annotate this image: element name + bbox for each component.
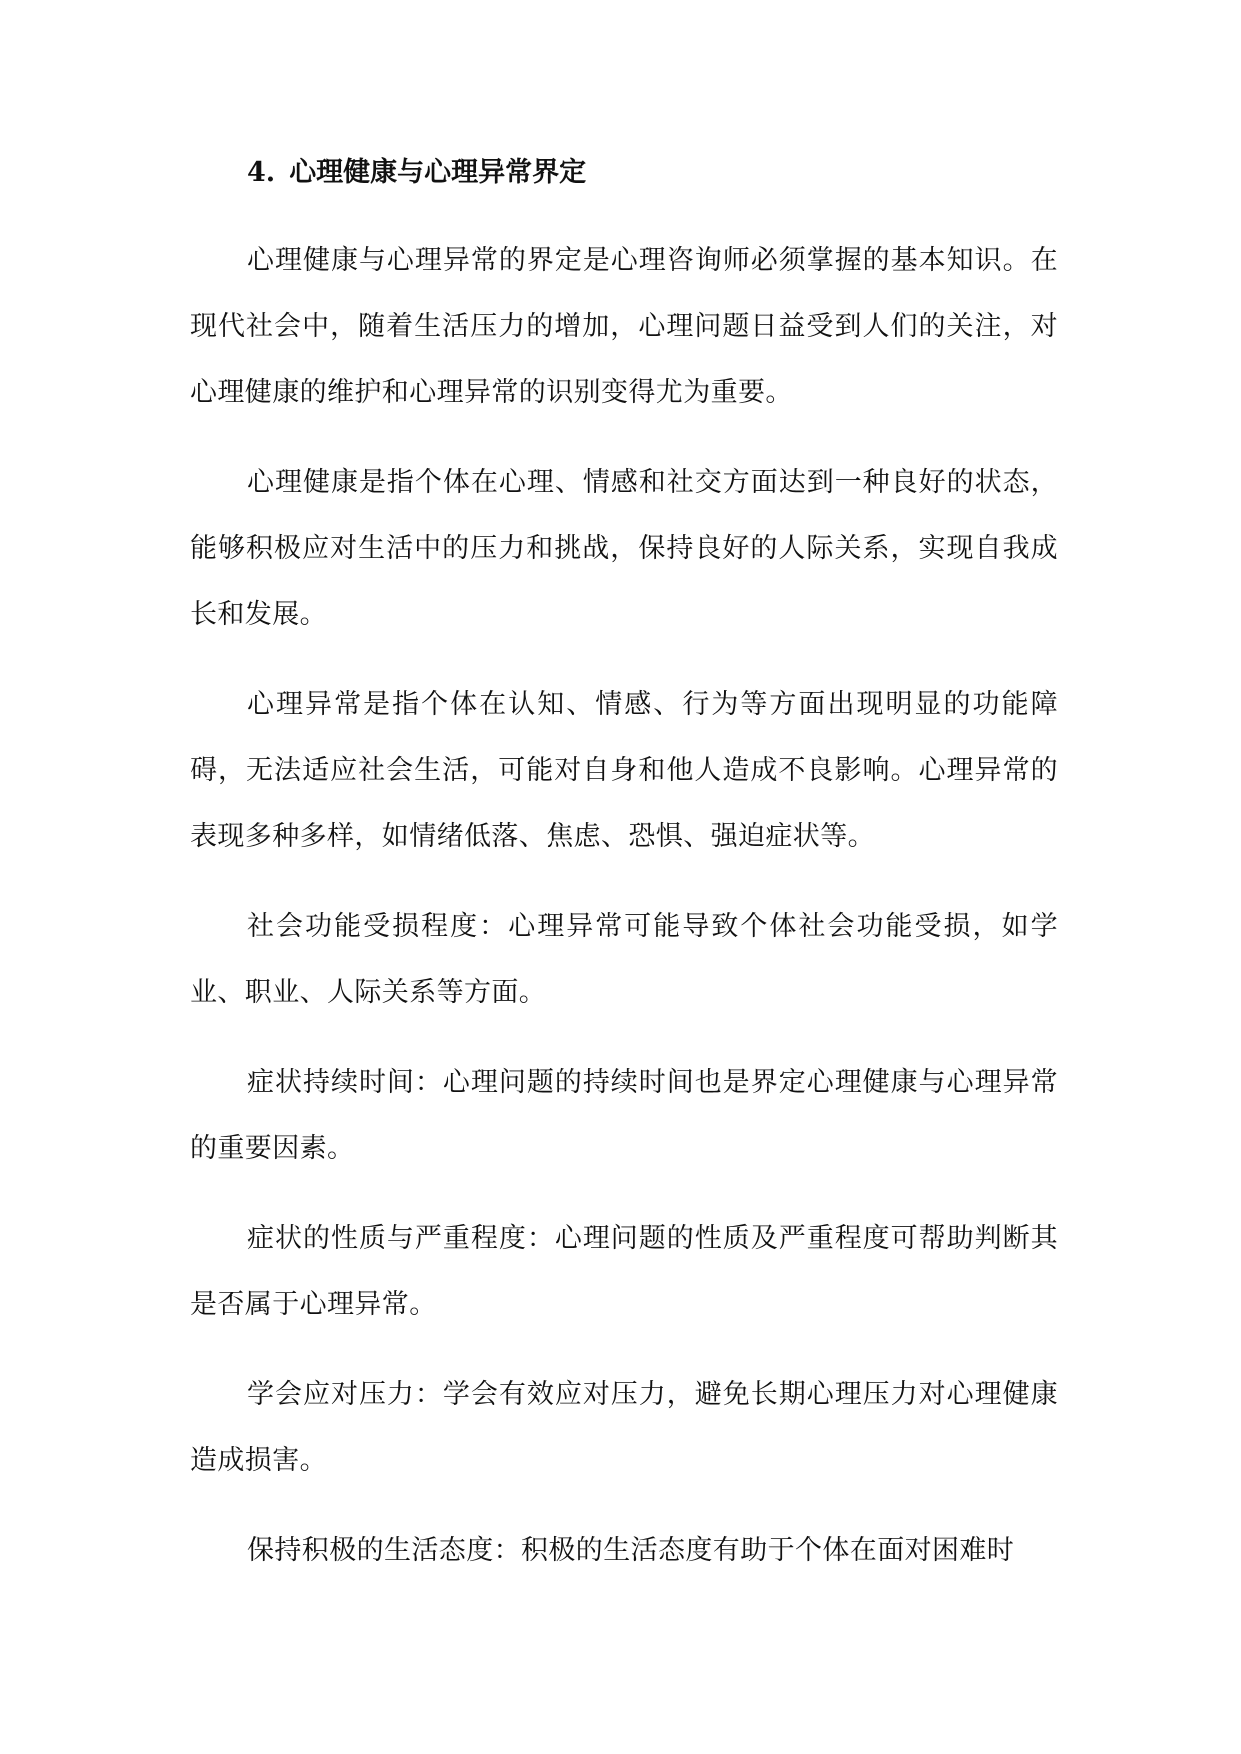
paragraph-positive-attitude: 保持积极的生活态度：积极的生活态度有助于个体在面对困难时	[247, 1535, 1015, 1566]
paragraph-symptom-duration: 症状持续时间：心理问题的持续时间也是界定心理健康与心理异常的重要因素。	[190, 1067, 1058, 1164]
paragraph-symptom-severity: 症状的性质与严重程度：心理问题的性质及严重程度可帮助判断其是否属于心理异常。	[190, 1223, 1058, 1320]
paragraph-definition-intro: 心理健康与心理异常的界定是心理咨询师必须掌握的基本知识。在现代社会中，随着生活压力的增加，心理问题日益受到人们的关注，对心理健康的维护和心理异常的识别变得尤为重要。	[190, 245, 1058, 408]
section-number: 4.	[247, 157, 276, 188]
section-title: 心理健康与心理异常界定	[289, 157, 587, 188]
paragraph-social-function: 社会功能受损程度：心理异常可能导致个体社会功能受损，如学业、职业、人际关系等方面。	[190, 911, 1058, 1008]
paragraph-mental-abnormality: 心理异常是指个体在认知、情感、行为等方面出现明显的功能障碍，无法适应社会生活，可能对自身和他人造成不良影响。心理异常的表现多种多样，如情绪低落、焦虑、恐惧、强迫症状等。	[190, 689, 1058, 852]
section-heading	[190, 140, 1058, 206]
paragraph-mental-health: 心理健康是指个体在心理、情感和社交方面达到一种良好的状态，能够积极应对生活中的压力和挑战，保持良好的人际关系，实现自我成长和发展。	[190, 467, 1058, 630]
paragraph-coping-stress: 学会应对压力：学会有效应对压力，避免长期心理压力对心理健康造成损害。	[190, 1379, 1058, 1476]
document-body	[190, 140, 1058, 1608]
